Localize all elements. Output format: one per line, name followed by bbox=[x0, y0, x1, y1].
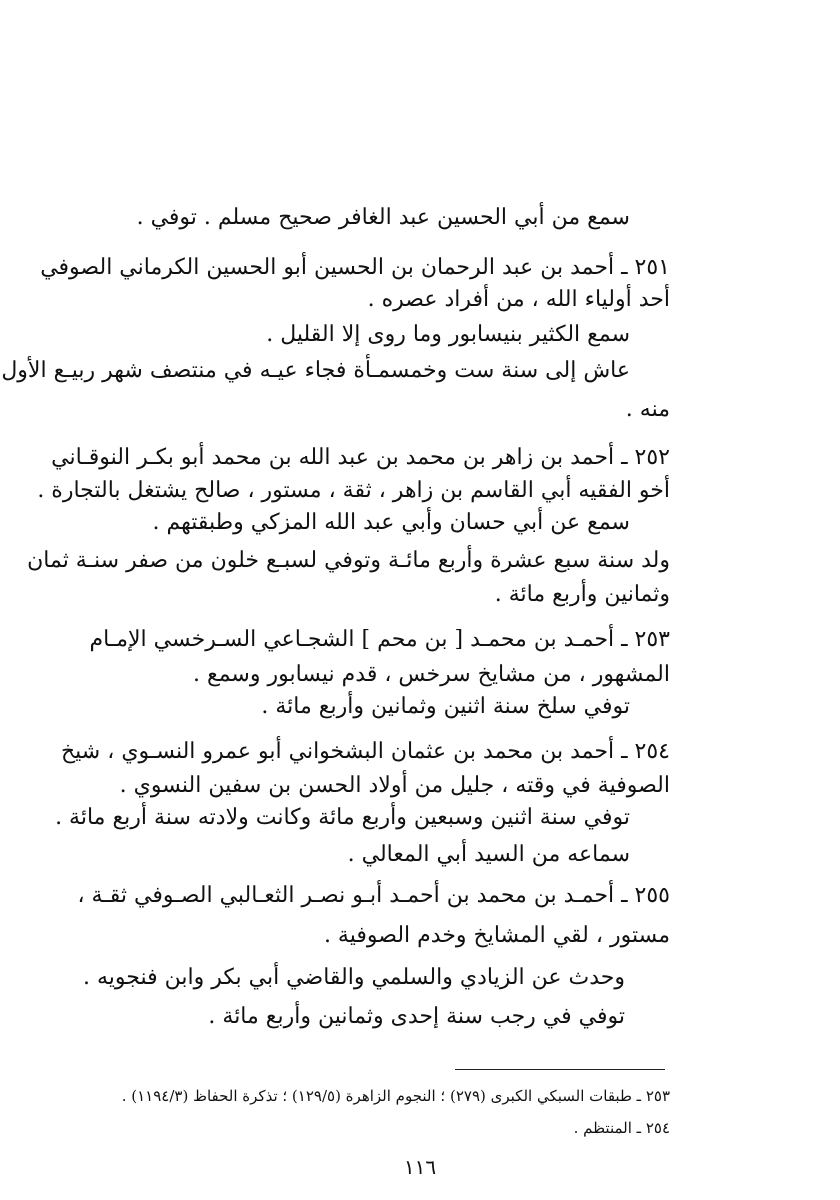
text-line: وحدث عن الزيادي والسلمي والقاضي أبي بكر وابن فنجويه . bbox=[82, 965, 625, 990]
text-line: سمع الكثير بنيسابور وما روى إلا القليل . bbox=[266, 322, 630, 347]
entry-255-heading: ٢٥٥ ـ أحمـد بن محمد بن أحمـد أبـو نصـر الثعـالبي الصـوفي ثقـة ، bbox=[77, 883, 670, 908]
footnote-separator bbox=[455, 1069, 665, 1070]
page-number: ١١٦ bbox=[403, 1155, 437, 1179]
footnote-253: ٢٥٣ ـ طبقات السبكي الكبرى (٢٧٩) ؛ النجوم الزاهرة (١٢٩/٥) ؛ تذكرة الحفاظ (١١٩٤/٣) . bbox=[121, 1087, 670, 1105]
text-line: عاش إلى سنة ست وخمسمـأة فجاء عيـه في منتصف شهر ربيـع الأول bbox=[1, 358, 630, 383]
text-line: توفي سنة اثنين وسبعين وأربع مائة وكانت ولادته سنة أربع مائة . bbox=[55, 805, 630, 830]
text-line: المشهور ، من مشايخ سرخس ، قدم نيسابور وسمع . bbox=[193, 662, 670, 687]
text-line: أخو الفقيه أبي القاسم بن زاهر ، ثقة ، مستور ، صالح يشتغل بالتجارة . bbox=[37, 478, 670, 503]
text-line: وثمانين وأربع مائة . bbox=[494, 582, 670, 607]
text-line: أحد أولياء الله ، من أفراد عصره . bbox=[367, 287, 670, 312]
text-line: سمع من أبي الحسين عبد الغافر صحيح مسلم . توفي . bbox=[136, 205, 630, 230]
entry-253-heading: ٢٥٣ ـ أحمـد بن محمـد [ بن محم ] الشجـاعي السـرخسي الإمـام bbox=[89, 627, 670, 652]
text-line: مستور ، لقي المشايخ وخدم الصوفية . bbox=[323, 923, 670, 948]
text-line: ولد سنة سبع عشرة وأربع مائـة وتوفي لسبـع خلون من صفر سنـة ثمان bbox=[27, 548, 670, 573]
text-line: منه . bbox=[625, 397, 670, 422]
text-line: سماعه من السيد أبي المعالي . bbox=[347, 842, 630, 867]
text-line: توفي في رجب سنة إحدى وثمانين وأربع مائة . bbox=[208, 1004, 625, 1029]
text-line: سمع عن أبي حسان وأبي عبد الله المزكي وطبقتهم . bbox=[152, 510, 630, 535]
footnote-254: ٢٥٤ ـ المنتظم . bbox=[573, 1119, 670, 1137]
entry-252-heading: ٢٥٢ ـ أحمد بن زاهر بن محمد بن عبد الله بن محمد أبو بكـر النوقـاني bbox=[51, 445, 670, 470]
entry-254-heading: ٢٥٤ ـ أحمد بن محمد بن عثمان البشخواني أبو عمرو النسـوي ، شيخ bbox=[60, 739, 670, 764]
entry-251-heading: ٢٥١ ـ أحمد بن عبد الرحمان بن الحسين أبو الحسين الكرماني الصوفي bbox=[40, 255, 670, 280]
text-line: توفي سلخ سنة اثنين وثمانين وأربع مائة . bbox=[261, 694, 630, 719]
text-line: الصوفية في وقته ، جليل من أولاد الحسن بن سفين النسوي . bbox=[119, 773, 670, 798]
